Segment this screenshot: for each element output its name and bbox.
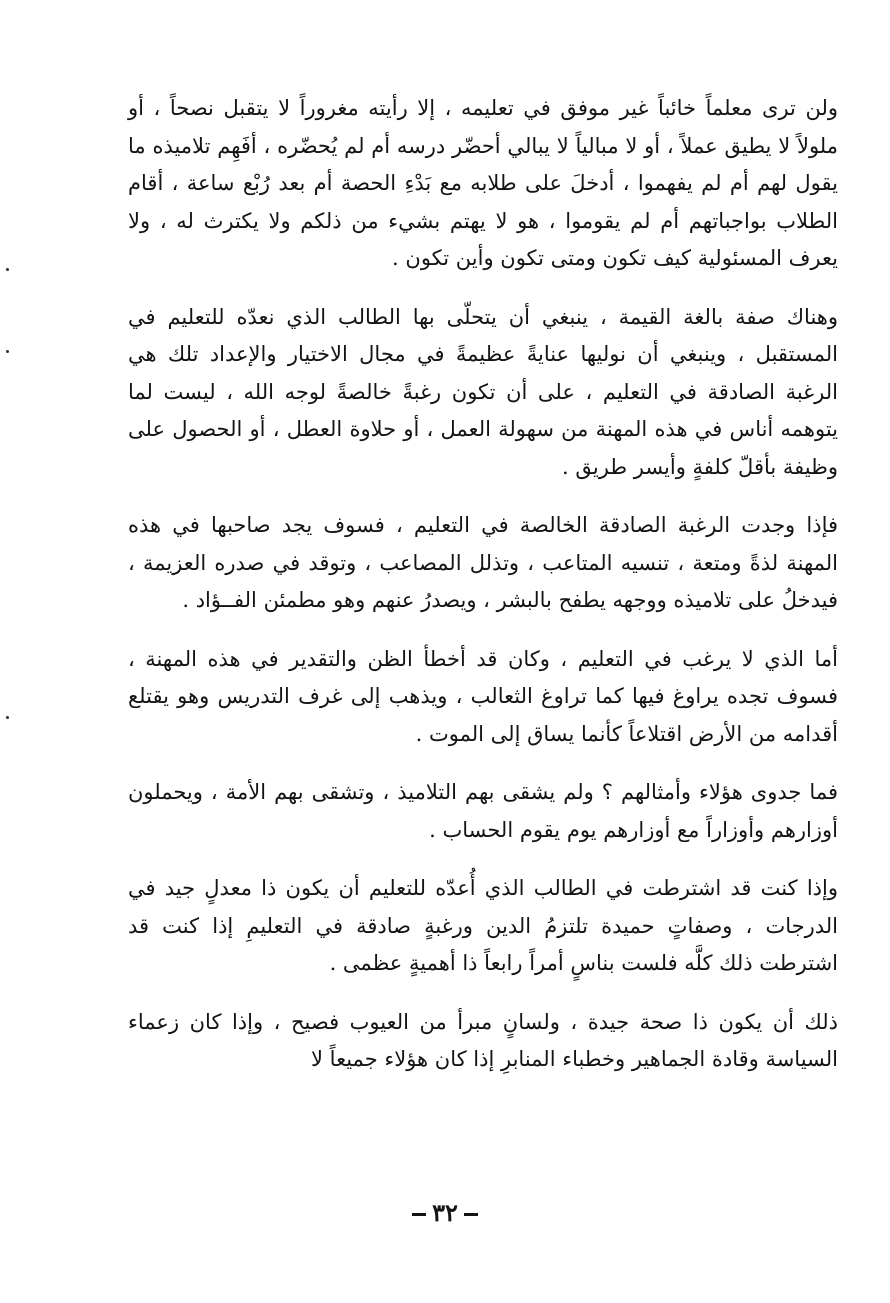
- page-number: ٣٢: [432, 1198, 458, 1227]
- paragraph-7: ذلك أن يكون ذا صحة جيدة ، ولسانٍ مبرأ من العيوب فصيح ، وإذا كان زعماء السياسة وقادة الجماهير وخطباء المنابرِ إذا كان هؤلاء جميعاً لا: [128, 1009, 838, 1071]
- scan-speck: [6, 716, 9, 719]
- paragraph-6: وإذا كنت قد اشترطت في الطالب الذي أُعدّه للتعليم أن يكون ذا معدلٍ جيد في الدرجات ، وصفاتٍ حميدة تلتزمُ الدين ورغبةٍ صادقة في التعليمِ إذا كنت قد اشترطت ذلك كلَّه فلست بناسٍ أمراً رابعاً ذا أهميةٍ عظمى .: [128, 876, 838, 975]
- paragraph-4: أما الذي لا يرغب في التعليم ، وكان قد أخطأ الظن والتقدير في هذه المهنة ، فسوف تجده يراوغ فيها كما تراوغ الثعالب ، ويذهب إلى غرف التدريس وهو يقتلع أقدامه من الأرض اقتلاعاً كأنما يساق إلى الموت .: [128, 646, 838, 746]
- page-number-footer: [0, 1198, 890, 1227]
- scan-speck: [6, 268, 9, 271]
- body-text: [128, 90, 838, 1100]
- scan-speck: [6, 350, 9, 353]
- paragraph-2: وهناك صفة بالغة القيمة ، ينبغي أن يتحلّى بها الطالب الذي نعدّه للتعليم في المستقبل ، وينبغي أن نوليها عنايةً عظيمةً في مجال الاختيار والإعداد تلك هي الرغبة الصادقة في التعليم ، على أن تكون رغبةً خالصةً لوجه الله ، ليست لما يتوهمه أناس في هذه المهنة من سهولة العمل ، أو حلاوة العطل ، أو الحصول على وظيفة بأقلّ كلفةٍ وأيسر طريق .: [128, 304, 838, 479]
- paragraph-1: ولن ترى معلماً خائباً غير موفق في تعليمه ، إلا رأيته مغروراً لا يتقبل نصحاً ، أو ملولاً لا يطيق عملاً ، أو لا مبالياً لا يبالي أحضّر درسه أم لم يُحضّره ، أفَهِم تلاميذه ما يقول لهم أم لم يفهموا ، أدخلَ على طلابه مع بَدْءِ الحصة أم بعد رُبْع ساعة ، أقام الطلاب بواجباتهم أم لم يقوموا ، هو لا يهتم بشيء من ذلكم ولا يكترث له ، ولا يعرف المسئولية كيف تكون ومتى تكون وأين تكون .: [128, 96, 838, 270]
- paragraph-5: فما جدوى هؤلاء وأمثالهم ؟ ولم يشقى بهم التلاميذ ، وتشقى بهم الأمة ، ويحملون أوزارهم وأوزاراً مع أوزارهم يوم يقوم الحساب .: [128, 780, 838, 842]
- paragraph-3: فإذا وجدت الرغبة الصادقة الخالصة في التعليم ، فسوف يجد صاحبها في هذه المهنة لذةً ومتعة ، تنسيه المتاعب ، وتذلل المصاعب ، وتوقد في صدره العزيمة ، فيدخلُ على تلاميذه ووجهه يطفح بالبشر ، ويصدرُ عنهم وهو مطمئن الفــؤاد .: [128, 513, 838, 612]
- dash-right: [412, 1213, 426, 1216]
- dash-left: [464, 1213, 478, 1216]
